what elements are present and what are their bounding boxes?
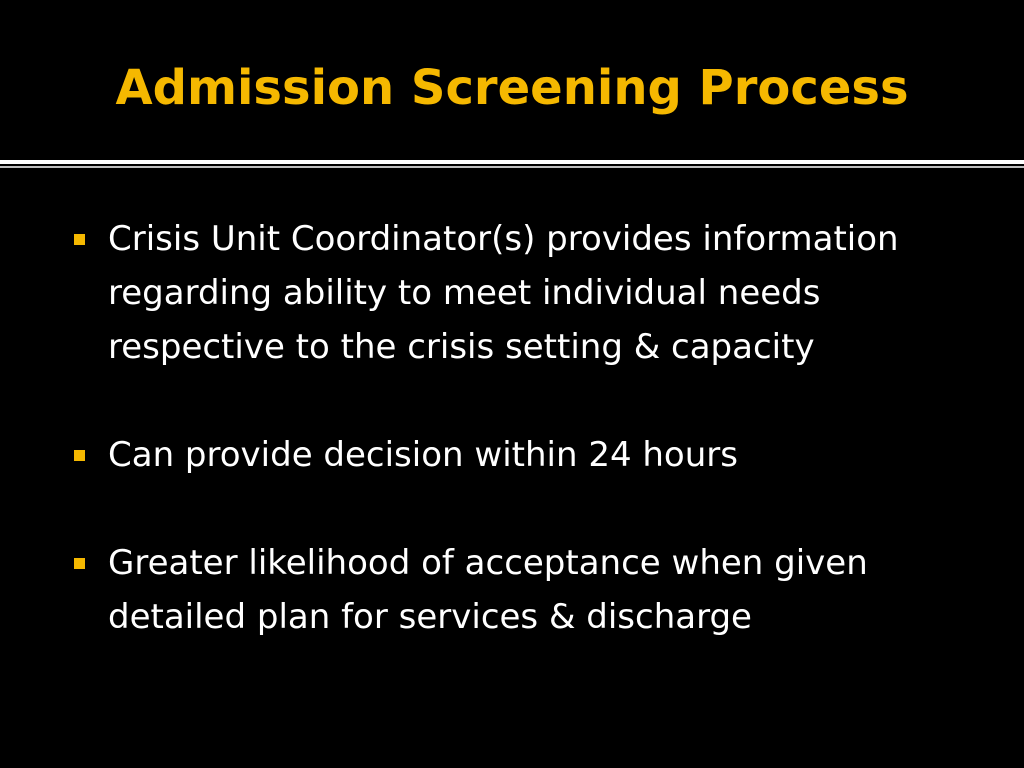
bullet-item bbox=[0, 536, 1024, 644]
title-divider bbox=[0, 160, 1024, 164]
bullet-text: Can provide decision within 24 hours bbox=[108, 435, 738, 475]
square-bullet-icon bbox=[74, 450, 85, 461]
title-divider-thin bbox=[0, 166, 1024, 168]
bullet-item bbox=[0, 428, 1024, 482]
title-bar bbox=[0, 0, 1024, 160]
slide-title: Admission Screening Process bbox=[115, 60, 909, 116]
bullet-item bbox=[0, 212, 1024, 374]
bullet-text: Greater likelihood of acceptance when given detailed plan for services & discharge bbox=[108, 543, 868, 637]
square-bullet-icon bbox=[74, 234, 85, 245]
bullet-text: Crisis Unit Coordinator(s) provides information regarding ability to meet individual needs respective to the crisis setting & capacity bbox=[108, 219, 899, 367]
bullet-list bbox=[0, 212, 1024, 644]
square-bullet-icon bbox=[74, 558, 85, 569]
